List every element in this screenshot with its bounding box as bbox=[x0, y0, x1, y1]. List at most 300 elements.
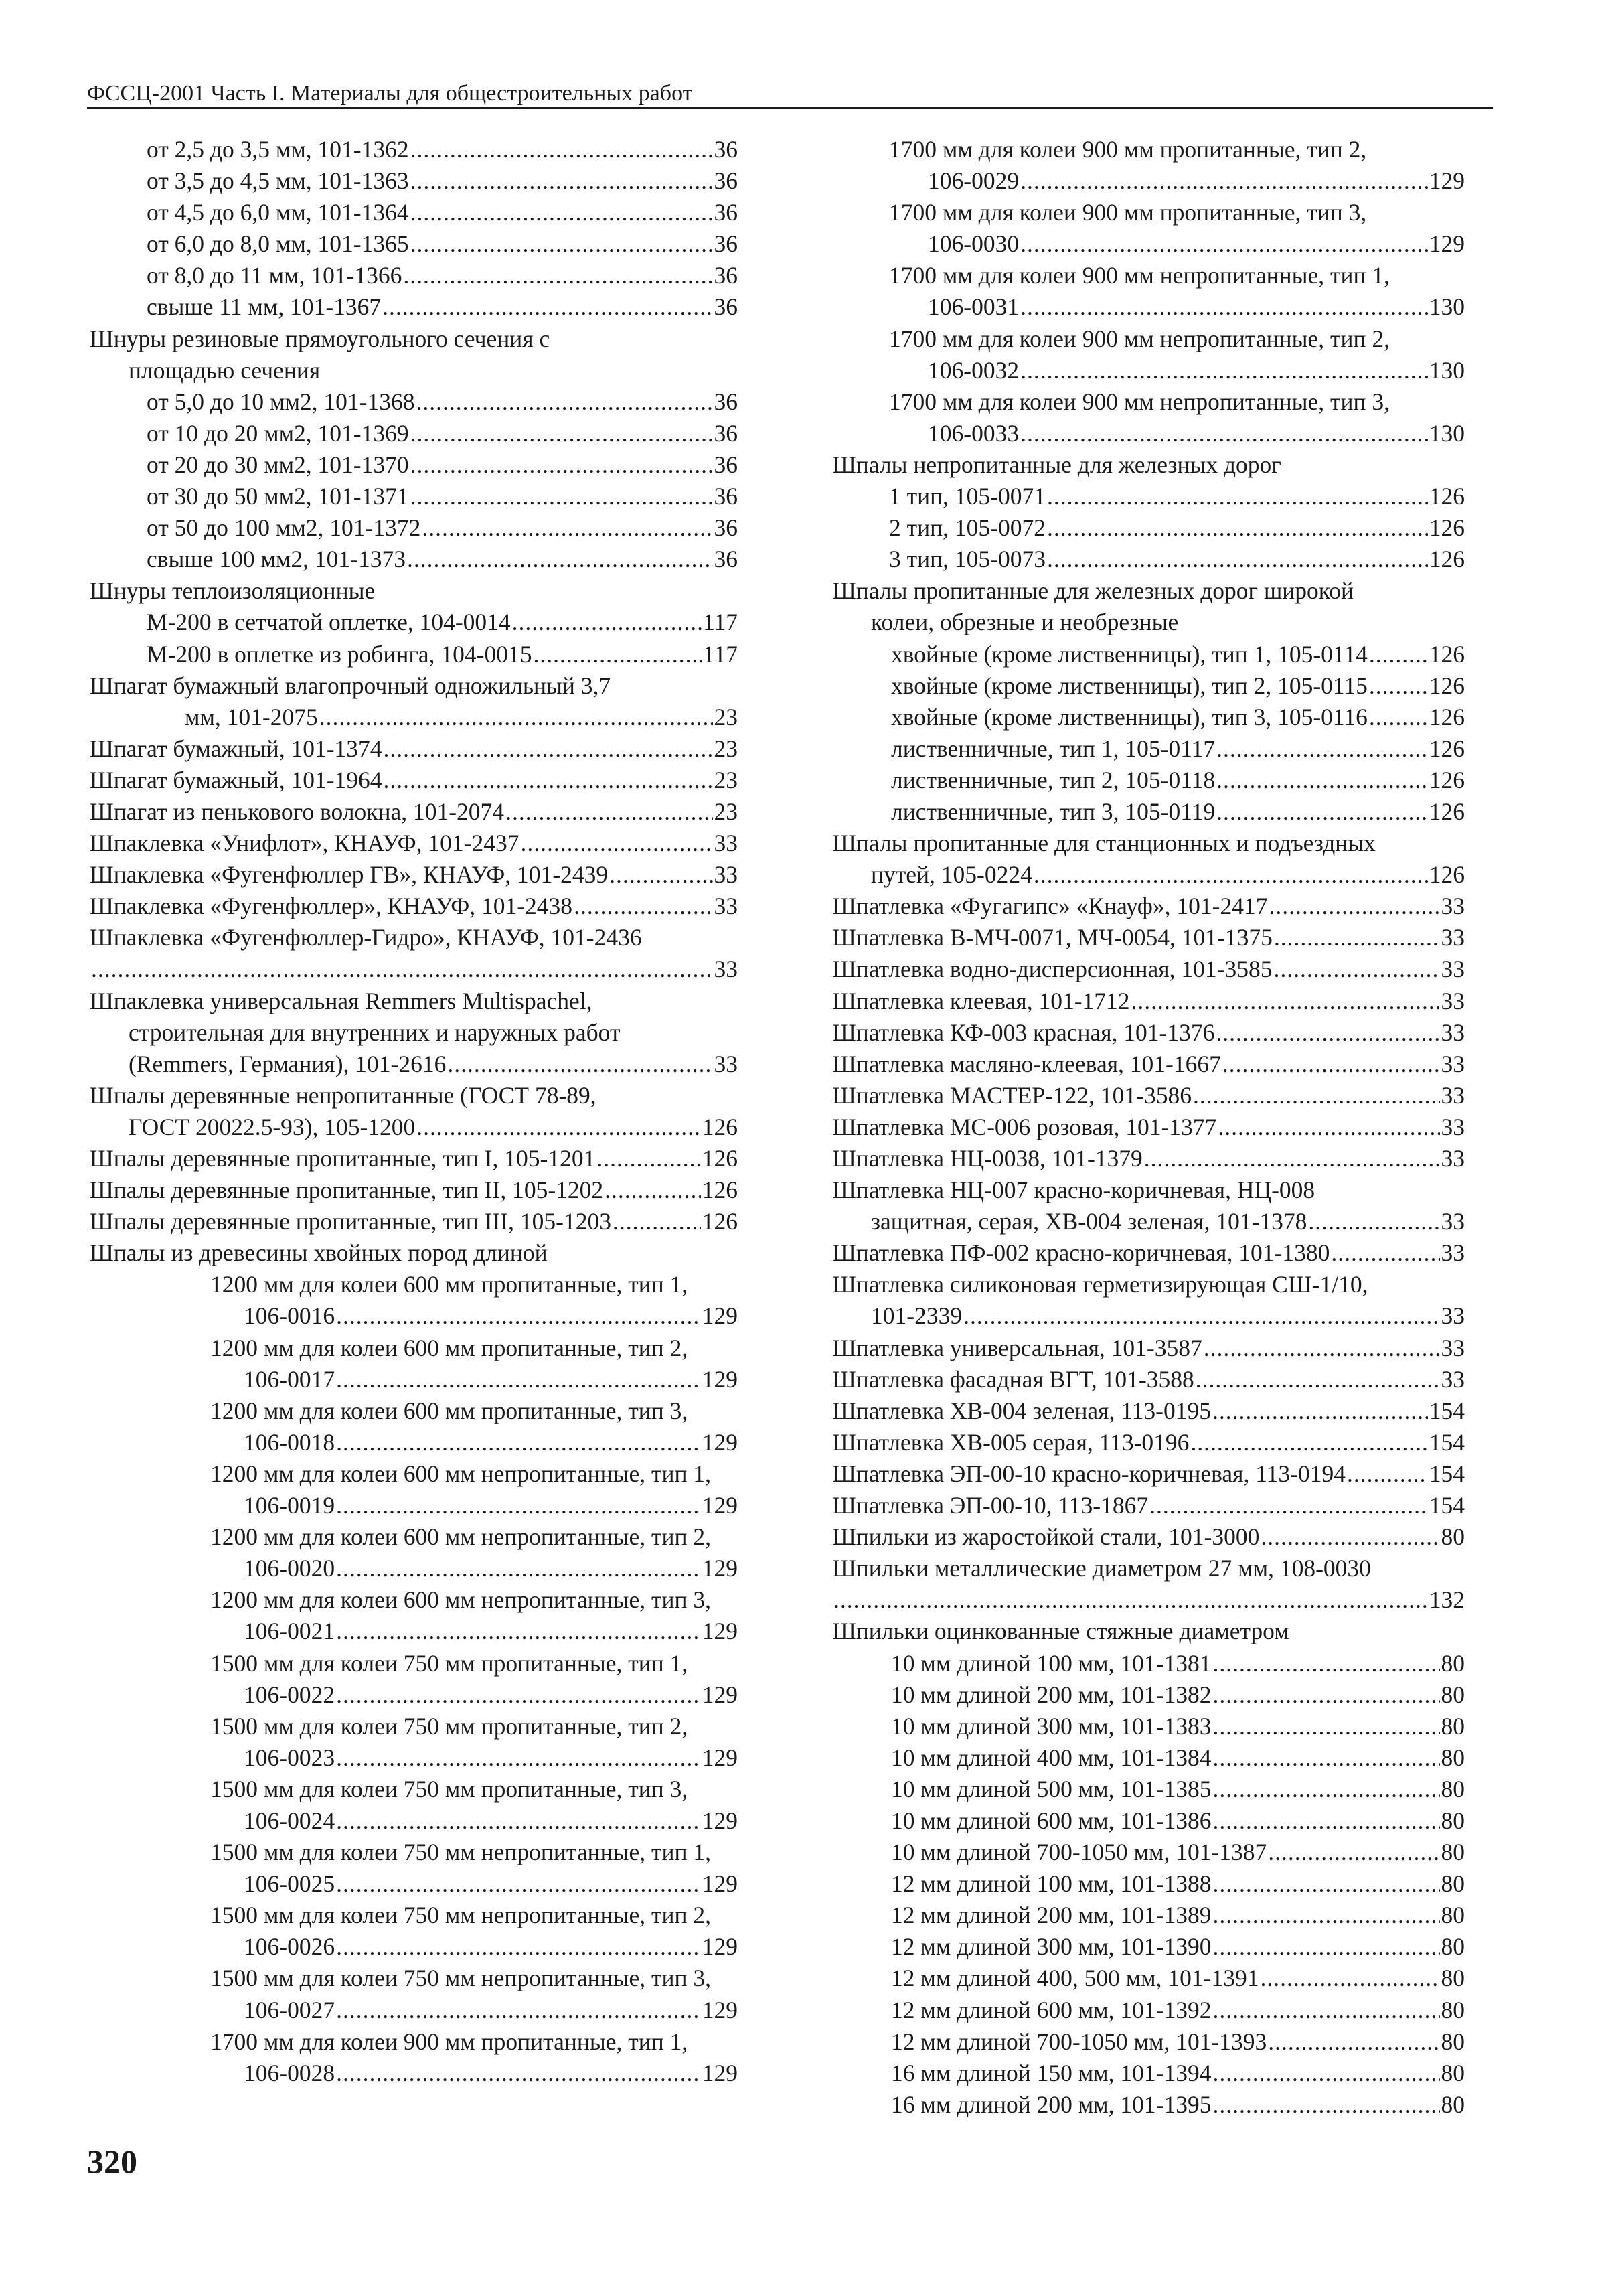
entry-page-number: 126 bbox=[1429, 640, 1465, 668]
index-entry bbox=[90, 639, 738, 670]
entry-text: от 6,0 до 8,0 мм, 101-1365 bbox=[147, 230, 409, 258]
entry-text: 12 мм длиной 200 мм, 101-1389 bbox=[891, 1902, 1212, 1929]
index-entry bbox=[832, 355, 1465, 386]
entry-page-number: 33 bbox=[714, 893, 738, 920]
entry-text: от 3,5 до 4,5 мм, 101-1363 bbox=[147, 167, 409, 195]
entry-page-number: 126 bbox=[1429, 546, 1465, 573]
running-header: ФССЦ-2001 Часть I. Материалы для общестроительных работ bbox=[87, 81, 693, 106]
dot-leader bbox=[319, 702, 713, 733]
entry-text: хвойные (кроме лиственницы), тип 1, 105-0114 bbox=[891, 640, 1368, 668]
entry-page-number: 130 bbox=[1429, 356, 1465, 384]
index-entry bbox=[832, 639, 1465, 670]
dot-leader bbox=[447, 1049, 712, 1080]
entry-page-number: 154 bbox=[1429, 1428, 1465, 1456]
entry-page-number: 33 bbox=[1441, 987, 1465, 1014]
page-number: 320 bbox=[87, 2143, 137, 2180]
index-entry bbox=[90, 922, 738, 953]
index-entry bbox=[832, 134, 1465, 165]
entry-text: 10 мм длиной 100 мм, 101-1381 bbox=[891, 1649, 1212, 1677]
entry-page-number: 129 bbox=[702, 1681, 738, 1708]
dot-leader bbox=[1212, 1931, 1439, 1963]
dot-leader bbox=[605, 1174, 701, 1206]
index-entry bbox=[832, 1300, 1465, 1332]
entry-text: М-200 в сетчатой оплетке, 104-0014 bbox=[147, 609, 511, 636]
entry-page-number: 23 bbox=[714, 797, 738, 825]
entry-text: 1500 мм для колеи 750 мм непропитанные, тип 1, bbox=[210, 1839, 711, 1866]
index-entry bbox=[832, 733, 1465, 765]
entry-text: 10 мм длиной 500 мм, 101-1385 bbox=[891, 1775, 1212, 1803]
index-entry bbox=[832, 1521, 1465, 1553]
dot-leader bbox=[1260, 1963, 1439, 1994]
entry-page-number: 80 bbox=[1441, 1649, 1465, 1677]
index-entry bbox=[90, 1584, 738, 1616]
entry-text: 12 мм длиной 700-1050 мм, 101-1393 bbox=[891, 2027, 1267, 2055]
entry-text: 1200 мм для колеи 600 мм пропитанные, тип 2, bbox=[210, 1334, 688, 1361]
index-entry bbox=[90, 449, 738, 481]
entry-text: Шпагат бумажный, 101-1374 bbox=[90, 735, 382, 762]
entry-text: Шпатлевка ЭП-00-10 красно-коричневая, 113-0194 bbox=[832, 1460, 1346, 1487]
index-entry bbox=[90, 1931, 738, 1963]
dot-leader bbox=[410, 449, 713, 481]
entry-page-number: 126 bbox=[1429, 861, 1465, 889]
entry-text: от 10 до 20 мм2, 101-1369 bbox=[147, 419, 409, 447]
index-entry bbox=[90, 386, 738, 418]
entry-text: 106-0016 bbox=[244, 1302, 335, 1330]
dot-leader bbox=[1047, 512, 1428, 544]
index-entry bbox=[90, 1269, 738, 1300]
entry-text: 106-0026 bbox=[244, 1933, 335, 1961]
entry-text: 106-0033 bbox=[928, 419, 1020, 447]
entry-page-number: 33 bbox=[1441, 1208, 1465, 1235]
entry-text: 12 мм длиной 600 мм, 101-1392 bbox=[891, 1996, 1212, 2023]
entry-text: Шпалы непропитанные для железных дорог bbox=[832, 451, 1281, 478]
entry-text: площадью сечения bbox=[129, 356, 321, 384]
entry-text: 16 мм длиной 200 мм, 101-1395 bbox=[891, 2090, 1212, 2118]
entry-text: хвойные (кроме лиственницы), тип 3, 105-0116 bbox=[891, 703, 1368, 731]
entry-text: 10 мм длиной 400 мм, 101-1384 bbox=[891, 1744, 1212, 1771]
index-entry bbox=[90, 796, 738, 828]
entry-text: 1500 мм для колеи 750 мм непропитанные, тип 3, bbox=[210, 1965, 711, 1992]
entry-text: лиственничные, тип 3, 105-0119 bbox=[891, 797, 1216, 825]
dot-leader bbox=[382, 291, 712, 323]
entry-page-number: 33 bbox=[714, 830, 738, 857]
entry-text: строительная для внутренних и наружных работ bbox=[129, 1018, 621, 1046]
entry-text: 1700 мм для колеи 900 мм пропитанные, тип 3, bbox=[889, 199, 1367, 226]
entry-page-number: 80 bbox=[1441, 2059, 1465, 2086]
entry-text: 12 мм длиной 400, 500 мм, 101-1391 bbox=[891, 1965, 1259, 1992]
index-entry bbox=[832, 1711, 1465, 1742]
entry-page-number: 154 bbox=[1429, 1460, 1465, 1487]
dot-leader bbox=[1216, 733, 1428, 765]
index-entry bbox=[832, 481, 1465, 512]
dot-leader bbox=[403, 260, 712, 291]
entry-text: 106-0028 bbox=[244, 2059, 335, 2086]
dot-leader bbox=[1261, 1521, 1439, 1553]
entry-text: 16 мм длиной 150 мм, 101-1394 bbox=[891, 2059, 1212, 2086]
index-entry bbox=[832, 1774, 1465, 1805]
entry-page-number: 36 bbox=[714, 546, 738, 573]
index-entry bbox=[90, 953, 738, 985]
entry-text: свыше 100 мм2, 101-1373 bbox=[147, 546, 406, 573]
dot-leader bbox=[1216, 796, 1428, 828]
dot-leader bbox=[963, 1300, 1439, 1332]
entry-text: Шпалы пропитанные для станционных и подъездных bbox=[832, 830, 1376, 857]
dot-leader bbox=[1047, 481, 1428, 512]
dot-leader bbox=[1369, 639, 1428, 670]
entry-text: 2 тип, 105-0072 bbox=[889, 514, 1046, 542]
index-entry bbox=[90, 323, 738, 355]
entry-text: Шпаклевка «Фугенфюллер-Гидро», КНАУФ, 101-2436 bbox=[90, 924, 642, 951]
entry-page-number: 129 bbox=[702, 1302, 738, 1330]
index-entry bbox=[832, 1143, 1465, 1174]
entry-page-number: 33 bbox=[714, 955, 738, 983]
index-entry bbox=[90, 1112, 738, 1143]
entry-page-number: 126 bbox=[1429, 672, 1465, 699]
entry-text: от 4,5 до 6,0 мм, 101-1364 bbox=[147, 199, 409, 226]
entry-page-number: 36 bbox=[714, 199, 738, 226]
index-entry bbox=[90, 1427, 738, 1458]
entry-text: 1200 мм для колеи 600 мм пропитанные, тип 3, bbox=[210, 1397, 688, 1424]
dot-leader bbox=[1369, 670, 1428, 702]
entry-page-number: 36 bbox=[714, 230, 738, 258]
entry-text: 106-0021 bbox=[244, 1618, 335, 1645]
entry-text: 1500 мм для колеи 750 мм пропитанные, тип 3, bbox=[210, 1775, 688, 1803]
dot-leader bbox=[336, 1616, 701, 1647]
index-entry bbox=[90, 1963, 738, 1994]
dot-leader bbox=[336, 1364, 701, 1395]
index-entry bbox=[832, 1742, 1465, 1774]
index-entry bbox=[90, 1143, 738, 1174]
entry-text: Шпатлевка масляно-клеевая, 101-1667 bbox=[832, 1050, 1221, 1077]
entry-page-number: 80 bbox=[1441, 1902, 1465, 1929]
dot-leader bbox=[1034, 859, 1428, 891]
entry-page-number: 80 bbox=[1441, 1996, 1465, 2023]
index-entry bbox=[832, 986, 1465, 1017]
index-entry bbox=[90, 1395, 738, 1427]
entry-text: Шпильки металлические диаметром 27 мм, 108-0030 bbox=[832, 1555, 1371, 1582]
dot-leader bbox=[1222, 1049, 1440, 1080]
index-entry bbox=[832, 891, 1465, 922]
index-entry bbox=[832, 1332, 1465, 1364]
entry-page-number: 80 bbox=[1441, 2027, 1465, 2055]
entry-page-number: 23 bbox=[714, 766, 738, 793]
dot-leader bbox=[1212, 1805, 1439, 1837]
entry-page-number: 129 bbox=[702, 1618, 738, 1645]
entry-text: Шпалы из древесины хвойных пород длиной bbox=[90, 1239, 548, 1267]
entry-text: 106-0022 bbox=[244, 1681, 335, 1708]
entry-page-number: 129 bbox=[1429, 230, 1465, 258]
entry-page-number: 130 bbox=[1429, 293, 1465, 321]
dot-leader bbox=[336, 1490, 701, 1521]
index-entry bbox=[90, 197, 738, 228]
dot-leader bbox=[410, 197, 713, 228]
entry-text: 106-0017 bbox=[244, 1365, 335, 1393]
dot-leader bbox=[336, 1679, 701, 1711]
dot-leader bbox=[1331, 1237, 1439, 1269]
header-rule bbox=[87, 107, 1493, 109]
dot-leader bbox=[336, 1995, 701, 2026]
entry-text: 1700 мм для колеи 900 мм непропитанные, тип 3, bbox=[889, 388, 1390, 415]
entry-page-number: 33 bbox=[1441, 893, 1465, 920]
entry-page-number: 80 bbox=[1441, 1870, 1465, 1898]
dot-leader bbox=[1212, 2089, 1439, 2121]
entry-text: Шпатлевка «Фугагипс» «Кнауф», 101-2417 bbox=[832, 893, 1268, 920]
entry-text: 10 мм длиной 200 мм, 101-1382 bbox=[891, 1681, 1212, 1708]
dot-leader bbox=[1216, 1017, 1439, 1049]
index-entry bbox=[832, 1553, 1465, 1584]
index-entry bbox=[90, 1553, 738, 1584]
entry-page-number: 129 bbox=[702, 1870, 738, 1898]
entry-text: Шпалы деревянные пропитанные, тип III, 105-1203 bbox=[90, 1208, 611, 1235]
entry-page-number: 33 bbox=[714, 861, 738, 889]
index-entry bbox=[832, 1080, 1465, 1112]
entry-text: 3 тип, 105-0073 bbox=[889, 546, 1046, 573]
dot-leader bbox=[574, 891, 712, 922]
index-entry bbox=[90, 1900, 738, 1931]
dot-leader bbox=[1212, 1395, 1428, 1427]
dot-leader bbox=[613, 1206, 701, 1237]
index-entry bbox=[832, 1837, 1465, 1868]
entry-text: Шпатлевка НЦ-007 красно-коричневая, НЦ-008 bbox=[832, 1176, 1315, 1204]
index-entry bbox=[90, 2058, 738, 2089]
entry-text: Шпатлевка ХВ-005 серая, 113-0196 bbox=[832, 1428, 1190, 1456]
dot-leader bbox=[1196, 1364, 1440, 1395]
index-entry bbox=[832, 2026, 1465, 2058]
index-entry bbox=[832, 323, 1465, 355]
dot-leader bbox=[1212, 1711, 1439, 1742]
entry-text: Шпатлевка ПФ-002 красно-коричневая, 101-1380 bbox=[832, 1239, 1330, 1267]
entry-text: 1700 мм для колеи 900 мм непропитанные, тип 1, bbox=[889, 262, 1390, 289]
index-entry bbox=[832, 2089, 1465, 2121]
index-entry bbox=[832, 1805, 1465, 1837]
entry-page-number: 129 bbox=[702, 1428, 738, 1456]
entry-page-number: 33 bbox=[1441, 924, 1465, 951]
entry-page-number: 129 bbox=[1429, 167, 1465, 195]
index-column-left bbox=[90, 134, 738, 2089]
index-entry bbox=[90, 1679, 738, 1711]
entry-text: Шпатлевка клеевая, 101-1712 bbox=[832, 987, 1130, 1014]
entry-text: 12 мм длиной 100 мм, 101-1388 bbox=[891, 1870, 1212, 1898]
entry-page-number: 154 bbox=[1429, 1397, 1465, 1424]
entry-page-number: 23 bbox=[714, 703, 738, 731]
entry-page-number: 130 bbox=[1429, 419, 1465, 447]
index-entry bbox=[90, 1995, 738, 2026]
index-entry bbox=[90, 607, 738, 638]
index-entry bbox=[90, 1300, 738, 1332]
entry-text: путей, 105-0224 bbox=[871, 861, 1032, 889]
entry-page-number: 126 bbox=[1429, 735, 1465, 762]
entry-page-number: 36 bbox=[714, 451, 738, 478]
index-entry bbox=[90, 260, 738, 291]
entry-page-number: 154 bbox=[1429, 1492, 1465, 1519]
entry-page-number: 126 bbox=[702, 1176, 738, 1204]
index-entry bbox=[832, 859, 1465, 891]
dot-leader bbox=[1020, 165, 1428, 197]
dot-leader bbox=[1020, 418, 1428, 449]
entry-text: Шпаклевка «Фугенфюллер», КНАУФ, 101-2438 bbox=[90, 893, 573, 920]
index-entry bbox=[832, 575, 1465, 607]
entry-text: Шпалы пропитанные для железных дорог широкой bbox=[832, 577, 1354, 605]
dot-leader bbox=[336, 1931, 701, 1963]
index-entry bbox=[832, 1648, 1465, 1679]
entry-page-number: 80 bbox=[1441, 1965, 1465, 1992]
dot-leader bbox=[1212, 1679, 1439, 1711]
index-entry bbox=[832, 1900, 1465, 1931]
dot-leader bbox=[505, 796, 712, 828]
index-entry bbox=[90, 1774, 738, 1805]
entry-page-number: 80 bbox=[1441, 1744, 1465, 1771]
entry-page-number: 33 bbox=[1441, 1145, 1465, 1172]
dot-leader bbox=[1212, 1648, 1439, 1679]
entry-text: 1700 мм для колеи 900 мм пропитанные, тип 2, bbox=[889, 136, 1367, 163]
entry-text: 106-0024 bbox=[244, 1807, 335, 1834]
index-entry bbox=[90, 291, 738, 323]
index-entry bbox=[832, 1490, 1465, 1521]
dot-leader bbox=[336, 2058, 701, 2089]
entry-page-number: 126 bbox=[702, 1145, 738, 1172]
index-entry bbox=[90, 1711, 738, 1742]
entry-page-number: 126 bbox=[1429, 514, 1465, 542]
index-entry bbox=[832, 1269, 1465, 1300]
entry-text: Шпаклевка «Унифлот», КНАУФ, 101-2437 bbox=[90, 830, 519, 857]
index-entry bbox=[90, 1490, 738, 1521]
dot-leader bbox=[1218, 1112, 1439, 1143]
index-entry bbox=[832, 1206, 1465, 1237]
entry-text: 10 мм длиной 300 мм, 101-1383 bbox=[891, 1712, 1212, 1740]
entry-text: 106-0019 bbox=[244, 1492, 335, 1519]
index-entry bbox=[90, 544, 738, 575]
entry-page-number: 80 bbox=[1441, 1712, 1465, 1740]
dot-leader bbox=[1274, 922, 1440, 953]
dot-leader bbox=[1204, 1332, 1440, 1364]
entry-page-number: 36 bbox=[714, 293, 738, 321]
entry-text: М-200 в оплетке из робинга, 104-0015 bbox=[147, 640, 532, 668]
index-entry bbox=[832, 796, 1465, 828]
dot-leader bbox=[1347, 1458, 1428, 1490]
index-entry bbox=[90, 828, 738, 859]
entry-text: Шпатлевка В-МЧ-0071, МЧ-0054, 101-1375 bbox=[832, 924, 1273, 951]
entry-text: 1200 мм для колеи 600 мм непропитанные, тип 2, bbox=[210, 1523, 711, 1551]
entry-page-number: 80 bbox=[1441, 1839, 1465, 1866]
entry-text: мм, 101-2075 bbox=[185, 703, 318, 731]
dot-leader bbox=[520, 828, 712, 859]
entry-text: от 20 до 30 мм2, 101-1370 bbox=[147, 451, 409, 478]
dot-leader bbox=[1047, 544, 1428, 575]
index-entry bbox=[832, 922, 1465, 953]
dot-leader bbox=[416, 386, 712, 418]
dot-leader bbox=[1193, 1080, 1440, 1112]
entry-page-number: 129 bbox=[702, 1365, 738, 1393]
entry-text: Шпаклевка «Фугенфюллер ГВ», КНАУФ, 101-2439 bbox=[90, 861, 609, 889]
index-entry bbox=[832, 1868, 1465, 1900]
index-entry bbox=[832, 1112, 1465, 1143]
dot-leader bbox=[407, 544, 713, 575]
dot-leader bbox=[1212, 1774, 1439, 1805]
entry-page-number: 129 bbox=[702, 1744, 738, 1771]
dot-leader bbox=[596, 1143, 700, 1174]
dot-leader bbox=[410, 481, 713, 512]
dot-leader bbox=[1369, 702, 1428, 733]
entry-text: 106-0027 bbox=[244, 1996, 335, 2023]
entry-text: 1500 мм для колеи 750 мм пропитанные, тип 1, bbox=[210, 1649, 688, 1677]
index-entry bbox=[90, 1332, 738, 1364]
dot-leader bbox=[336, 1868, 701, 1900]
entry-page-number: 33 bbox=[1441, 1050, 1465, 1077]
entry-text: Шпатлевка водно-дисперсионная, 101-3585 bbox=[832, 955, 1273, 983]
index-entry bbox=[832, 197, 1465, 228]
entry-text: Шпалы деревянные пропитанные, тип I, 105-1201 bbox=[90, 1145, 596, 1172]
index-entry bbox=[90, 418, 738, 449]
index-entry bbox=[90, 1364, 738, 1395]
entry-page-number: 33 bbox=[1441, 1365, 1465, 1393]
entry-text: от 8,0 до 11 мм, 101-1366 bbox=[147, 262, 402, 289]
entry-text: Шпатлевка силиконовая герметизирующая СШ-1/10, bbox=[832, 1271, 1368, 1298]
dot-leader bbox=[336, 1427, 701, 1458]
entry-page-number: 126 bbox=[1429, 703, 1465, 731]
index-entry bbox=[832, 1395, 1465, 1427]
index-entry bbox=[832, 260, 1465, 291]
entry-text: 101-2339 bbox=[871, 1302, 963, 1330]
entry-page-number: 33 bbox=[1441, 1239, 1465, 1267]
entry-text: 1500 мм для колеи 750 мм пропитанные, тип 2, bbox=[210, 1712, 688, 1740]
index-entry bbox=[90, 1648, 738, 1679]
entry-text: Шпильки оцинкованные стяжные диаметром bbox=[832, 1618, 1289, 1645]
index-entry bbox=[90, 1805, 738, 1837]
entry-page-number: 36 bbox=[714, 419, 738, 447]
index-entry bbox=[90, 165, 738, 197]
entry-page-number: 33 bbox=[714, 1050, 738, 1077]
dot-leader bbox=[609, 859, 712, 891]
index-entry bbox=[90, 1742, 738, 1774]
index-entry bbox=[832, 165, 1465, 197]
index-entry bbox=[832, 1995, 1465, 2026]
entry-text: Шнуры теплоизоляционные bbox=[90, 577, 376, 605]
index-entry bbox=[90, 1237, 738, 1269]
entry-page-number: 36 bbox=[714, 262, 738, 289]
index-entry bbox=[90, 670, 738, 702]
index-entry bbox=[90, 1049, 738, 1080]
entry-text: Шпагат из пенькового волокна, 101-2074 bbox=[90, 797, 505, 825]
entry-text: Шпалы деревянные непропитанные (ГОСТ 78-89, bbox=[90, 1081, 596, 1109]
dot-leader bbox=[512, 607, 702, 638]
index-entry bbox=[832, 228, 1465, 260]
index-entry bbox=[832, 1049, 1465, 1080]
dot-leader bbox=[384, 765, 713, 796]
dot-leader bbox=[1020, 228, 1428, 260]
dot-leader bbox=[1144, 1143, 1440, 1174]
index-entry bbox=[832, 607, 1465, 638]
index-entry bbox=[90, 1206, 738, 1237]
entry-page-number: 36 bbox=[714, 388, 738, 415]
dot-leader bbox=[1212, 1742, 1439, 1774]
dot-leader bbox=[336, 1300, 701, 1332]
dot-leader bbox=[1268, 2026, 1439, 2058]
entry-page-number: 80 bbox=[1441, 1933, 1465, 1961]
index-column-right bbox=[832, 134, 1465, 2121]
entry-page-number: 36 bbox=[714, 514, 738, 542]
entry-text: Шнуры резиновые прямоугольного сечения с bbox=[90, 325, 550, 352]
entry-text: 106-0030 bbox=[928, 230, 1020, 258]
index-entry bbox=[90, 859, 738, 891]
entry-text: 1200 мм для колеи 600 мм пропитанные, тип 1, bbox=[210, 1271, 688, 1298]
entry-text: 106-0020 bbox=[244, 1555, 335, 1582]
index-entry bbox=[90, 1080, 738, 1112]
entry-page-number: 36 bbox=[714, 167, 738, 195]
index-entry bbox=[90, 481, 738, 512]
index-entry bbox=[90, 1616, 738, 1647]
index-entry bbox=[832, 512, 1465, 544]
index-entry bbox=[832, 953, 1465, 985]
